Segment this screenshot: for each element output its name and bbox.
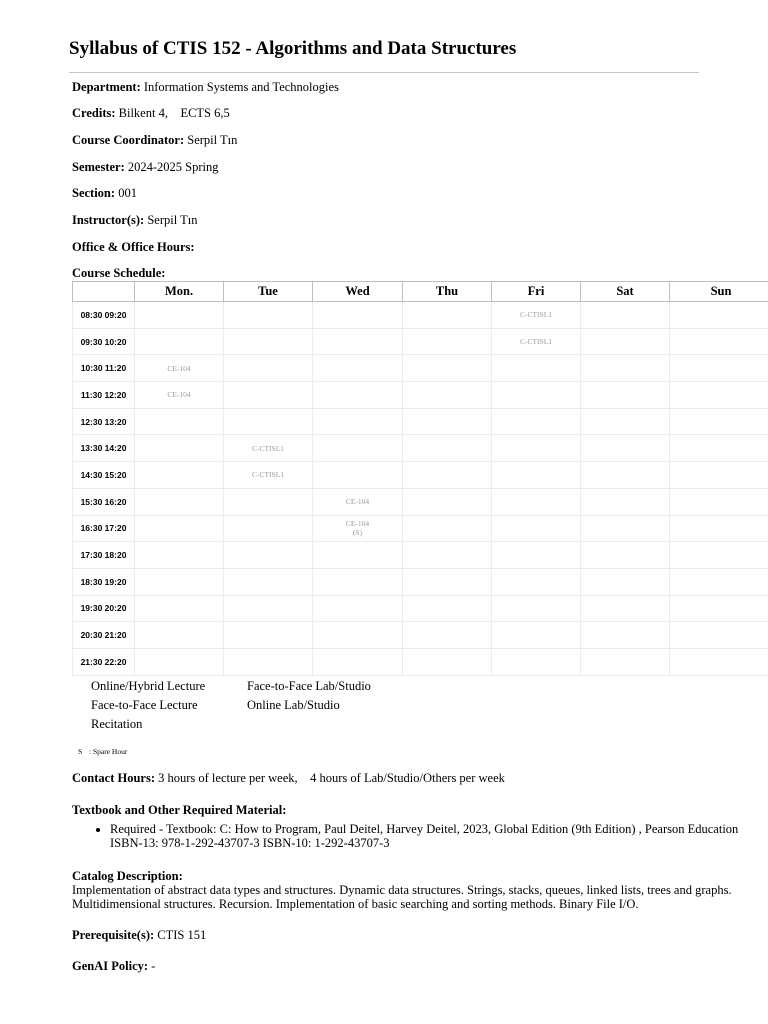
office-hours-field <box>72 240 195 255</box>
schedule-cell <box>492 488 581 515</box>
time-slot: 11:30 12:20 <box>73 382 135 409</box>
day-header: Thu <box>403 282 492 302</box>
class-room: CE-104 <box>167 363 191 373</box>
schedule-cell <box>581 542 670 569</box>
schedule-cell <box>224 328 313 355</box>
schedule-row <box>73 595 768 622</box>
field-value: Information Systems and Technologies <box>143 80 339 94</box>
schedule-cell <box>492 595 581 622</box>
schedule-cell <box>492 462 581 489</box>
schedule-cell <box>135 622 224 649</box>
schedule-cell <box>403 408 492 435</box>
schedule-body <box>73 302 768 676</box>
textbook-list <box>72 822 768 850</box>
schedule-cell <box>135 568 224 595</box>
field-label: Semester: <box>72 160 125 174</box>
course-schedule-label <box>72 266 165 281</box>
schedule-cell <box>492 622 581 649</box>
field-value: Bilkent 4, ECTS 6,5 <box>118 106 230 120</box>
schedule-cell <box>670 595 768 622</box>
genai-policy-field <box>72 959 155 974</box>
spare-key: S <box>78 747 83 756</box>
textbook-heading <box>72 803 286 818</box>
schedule-cell <box>403 355 492 382</box>
schedule-cell <box>313 435 403 462</box>
schedule-cell <box>581 408 670 435</box>
class-room: CE-104 <box>345 519 370 529</box>
legend-online-hybrid-lecture: Online/Hybrid Lecture <box>91 679 206 693</box>
schedule-row <box>73 462 768 489</box>
catalog-line-2: Multidimensional structures. Recursion. Implementation of basic searching and sorting methods. Binary File I/O. <box>72 897 639 911</box>
schedule-cell <box>670 382 768 409</box>
schedule-cell <box>581 488 670 515</box>
schedule-cell <box>492 328 581 355</box>
schedule-cell <box>492 408 581 435</box>
day-header: Wed <box>313 282 403 302</box>
time-slot: 13:30 14:20 <box>73 435 135 462</box>
schedule-cell <box>492 302 581 329</box>
field-label: Section: <box>72 186 116 200</box>
schedule-cell <box>492 435 581 462</box>
schedule-cell <box>313 355 403 382</box>
instructor-field <box>72 213 197 228</box>
schedule-cell <box>403 595 492 622</box>
schedule-cell <box>313 488 403 515</box>
schedule-cell <box>670 302 768 329</box>
class-room: C-CTISL1 <box>519 337 553 347</box>
class-room: CE-104 <box>345 497 370 507</box>
schedule-cell <box>135 462 224 489</box>
schedule-cell <box>581 648 670 675</box>
schedule-cell <box>313 382 403 409</box>
page-title: Syllabus of CTIS 152 - Algorithms and Data Structures <box>69 38 517 59</box>
schedule-cell <box>670 568 768 595</box>
legend-online-lab: Online Lab/Studio <box>247 698 340 712</box>
class-room: CE-104 <box>167 390 191 400</box>
catalog-description <box>72 883 734 911</box>
time-slot: 20:30 21:20 <box>73 622 135 649</box>
time-slot: 08:30 09:20 <box>73 302 135 329</box>
legend-face-to-face-lab: Face-to-Face Lab/Studio <box>247 679 371 693</box>
title-divider <box>69 72 699 73</box>
schedule-cell <box>313 648 403 675</box>
spare-marker: (S) <box>352 528 363 538</box>
schedule-row <box>73 648 768 675</box>
field-label: Office & Office Hours: <box>72 240 195 254</box>
schedule-cell <box>313 328 403 355</box>
schedule-cell <box>670 435 768 462</box>
schedule-cell <box>135 355 224 382</box>
schedule-cell <box>403 488 492 515</box>
schedule-cell <box>224 408 313 435</box>
credits-field <box>72 106 230 121</box>
spare-hour-note <box>78 747 127 756</box>
schedule-cell <box>492 382 581 409</box>
schedule-cell <box>670 488 768 515</box>
textbook-line: Required - Textbook: C: How to Program, Paul Deitel, Harvey Deitel, 2023, Global Edition (9th Edition) , Pearson Education <box>110 822 739 836</box>
schedule-cell <box>313 622 403 649</box>
schedule-cell <box>224 435 313 462</box>
day-header: Sat <box>581 282 670 302</box>
schedule-cell <box>581 355 670 382</box>
catalog-heading <box>72 869 183 884</box>
field-label: Course Coordinator: <box>72 133 185 147</box>
prerequisite-field <box>72 928 206 943</box>
legend-face-to-face-lecture: Face-to-Face Lecture <box>91 698 198 712</box>
schedule-corner <box>73 282 135 302</box>
schedule-row <box>73 515 768 542</box>
schedule-cell <box>403 462 492 489</box>
schedule-cell <box>670 648 768 675</box>
schedule-cell <box>492 568 581 595</box>
day-header: Mon. <box>135 282 224 302</box>
schedule-cell <box>670 408 768 435</box>
schedule-cell <box>135 408 224 435</box>
class-room: C-CTISL1 <box>519 310 553 320</box>
time-slot: 12:30 13:20 <box>73 408 135 435</box>
schedule-row <box>73 568 768 595</box>
schedule-cell <box>224 488 313 515</box>
class-room: C-CTISL1 <box>251 470 285 480</box>
schedule-cell <box>224 542 313 569</box>
contact-hours-field <box>72 771 505 786</box>
day-header: Tue <box>224 282 313 302</box>
catalog-line-1: Implementation of abstract data types and structures. Dynamic data structures. Strings, stacks, queues, linked lists, trees and graphs. <box>72 883 732 897</box>
schedule-cell <box>224 302 313 329</box>
field-label: Instructor(s): <box>72 213 145 227</box>
schedule-row <box>73 302 768 329</box>
legend-recitation: Recitation <box>91 717 143 731</box>
schedule-cell <box>224 595 313 622</box>
schedule-cell <box>581 622 670 649</box>
time-slot: 19:30 20:20 <box>73 595 135 622</box>
time-slot: 14:30 15:20 <box>73 462 135 489</box>
schedule-cell <box>403 382 492 409</box>
schedule-row <box>73 328 768 355</box>
schedule-cell <box>224 515 313 542</box>
department-field <box>72 80 339 95</box>
field-value: Serpil Tın <box>187 133 238 147</box>
field-value: 3 hours of lecture per week, 4 hours of Lab/Studio/Others per week <box>158 771 505 785</box>
field-label: Prerequisite(s): <box>72 928 155 942</box>
schedule-cell <box>581 462 670 489</box>
field-value: Serpil Tın <box>147 213 198 227</box>
schedule-cell <box>224 355 313 382</box>
schedule-cell <box>135 382 224 409</box>
field-label: Credits: <box>72 106 116 120</box>
section-field <box>72 186 137 201</box>
field-label: Department: <box>72 80 141 94</box>
schedule-cell <box>313 408 403 435</box>
schedule-cell <box>313 595 403 622</box>
schedule-cell <box>403 648 492 675</box>
time-slot: 09:30 10:20 <box>73 328 135 355</box>
schedule-cell <box>313 302 403 329</box>
schedule-cell <box>313 515 403 542</box>
field-value: - <box>151 959 156 973</box>
spare-label: : Spare Hour <box>89 747 128 756</box>
field-value: 001 <box>118 186 137 200</box>
schedule-header-row <box>73 282 768 302</box>
field-label: GenAI Policy: <box>72 959 149 973</box>
list-item <box>110 822 768 850</box>
schedule-cell <box>403 568 492 595</box>
schedule-cell <box>581 435 670 462</box>
field-value: 2024-2025 Spring <box>127 160 219 174</box>
schedule-cell <box>224 648 313 675</box>
schedule-row <box>73 622 768 649</box>
schedule-row <box>73 435 768 462</box>
field-label: Course Schedule: <box>72 266 166 280</box>
schedule-cell <box>313 542 403 569</box>
time-slot: 21:30 22:20 <box>73 648 135 675</box>
field-value: CTIS 151 <box>157 928 207 942</box>
field-label: Contact Hours: <box>72 771 155 785</box>
schedule-cell <box>492 648 581 675</box>
schedule-cell <box>313 568 403 595</box>
schedule-cell <box>135 302 224 329</box>
time-slot: 18:30 19:20 <box>73 568 135 595</box>
schedule-cell <box>403 328 492 355</box>
schedule-cell <box>581 595 670 622</box>
schedule-cell <box>581 382 670 409</box>
schedule-row <box>73 382 768 409</box>
schedule-row <box>73 542 768 569</box>
schedule-cell <box>581 568 670 595</box>
schedule-cell <box>492 355 581 382</box>
coordinator-field <box>72 133 237 148</box>
schedule-row <box>73 408 768 435</box>
schedule-cell <box>224 622 313 649</box>
schedule-row <box>73 488 768 515</box>
schedule-cell <box>135 648 224 675</box>
day-header: Fri <box>492 282 581 302</box>
schedule-cell <box>224 568 313 595</box>
day-header: Sun <box>670 282 768 302</box>
catalog-label: Catalog Description: <box>72 869 183 883</box>
schedule-cell <box>581 515 670 542</box>
time-slot: 16:30 17:20 <box>73 515 135 542</box>
schedule-table <box>72 281 768 676</box>
schedule-cell <box>403 515 492 542</box>
schedule-cell <box>670 462 768 489</box>
schedule-cell <box>670 328 768 355</box>
schedule-cell <box>403 622 492 649</box>
schedule-cell <box>670 515 768 542</box>
schedule-cell <box>135 488 224 515</box>
schedule-cell <box>135 515 224 542</box>
time-slot: 10:30 11:20 <box>73 355 135 382</box>
schedule-cell <box>492 515 581 542</box>
schedule-cell <box>403 435 492 462</box>
schedule-row <box>73 355 768 382</box>
schedule-cell <box>224 462 313 489</box>
schedule-cell <box>403 542 492 569</box>
time-slot: 15:30 16:20 <box>73 488 135 515</box>
semester-field <box>72 160 219 175</box>
schedule-cell <box>224 382 313 409</box>
textbook-label: Textbook and Other Required Material: <box>72 803 287 817</box>
schedule-cell <box>581 328 670 355</box>
time-slot: 17:30 18:20 <box>73 542 135 569</box>
schedule-cell <box>670 622 768 649</box>
schedule-cell <box>670 355 768 382</box>
schedule-cell <box>670 542 768 569</box>
schedule-cell <box>135 595 224 622</box>
schedule-cell <box>492 542 581 569</box>
schedule-cell <box>313 462 403 489</box>
class-room: C-CTISL1 <box>251 443 285 453</box>
schedule-cell <box>135 435 224 462</box>
textbook-isbn: ISBN-13: 978-1-292-43707-3 ISBN-10: 1-292-43707-3 <box>110 836 390 850</box>
schedule-cell <box>135 542 224 569</box>
schedule-cell <box>403 302 492 329</box>
schedule-cell <box>135 328 224 355</box>
schedule-cell <box>581 302 670 329</box>
